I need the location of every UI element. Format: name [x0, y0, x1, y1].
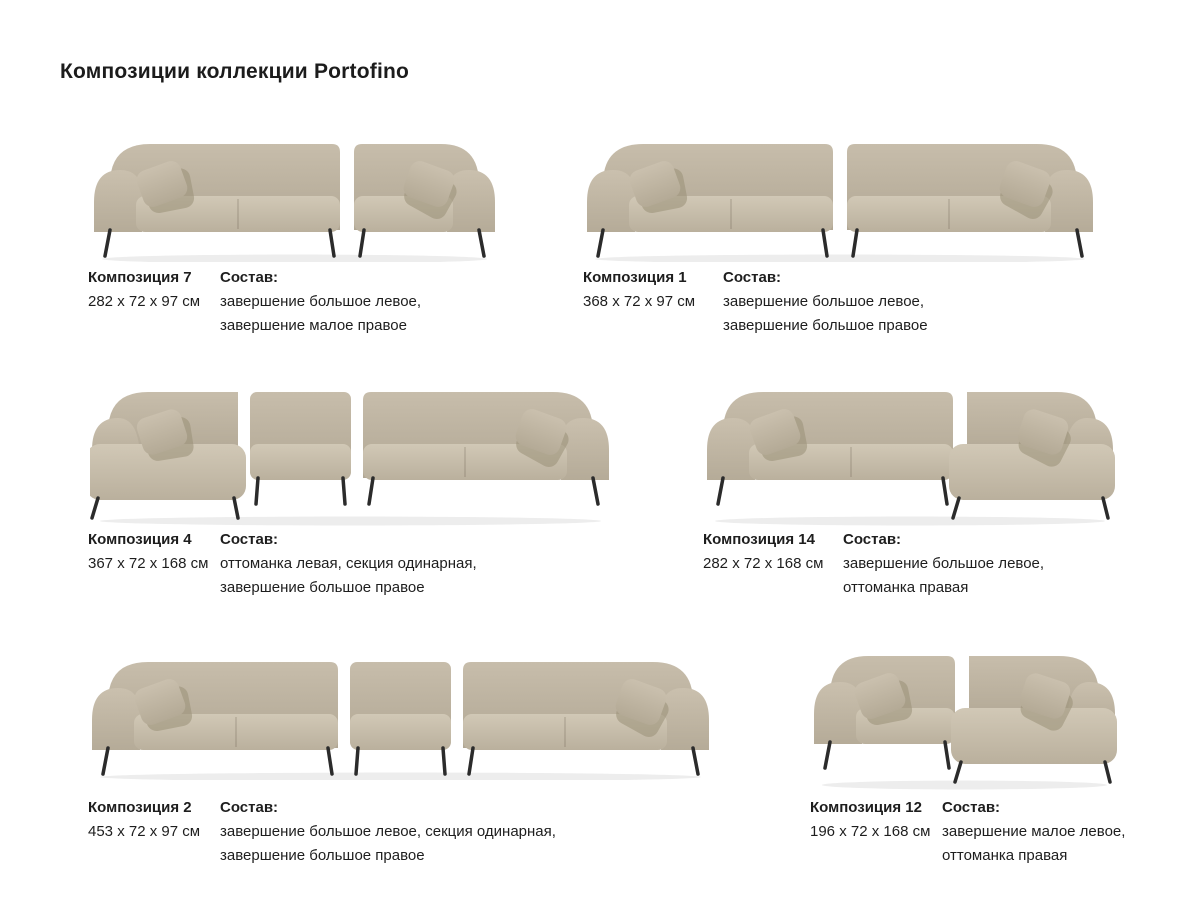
contents-line: завершение большое правое	[220, 579, 425, 596]
composition-info	[703, 528, 843, 576]
contents-label: Состав:	[220, 269, 279, 286]
sofa-image-composition-12	[812, 652, 1117, 795]
contents-line: оттоманка левая, секция одинарная,	[220, 555, 477, 572]
contents-line: завершение большое левое,	[220, 293, 422, 310]
sofa-image-composition-1	[585, 140, 1095, 267]
composition-card-7	[88, 266, 421, 338]
composition-dimensions: 282 x 72 x 97 см	[88, 293, 201, 310]
sofa-image-composition-2	[90, 658, 711, 785]
composition-name: Композиция 7	[88, 269, 192, 286]
sofa-image-composition-7	[92, 140, 497, 267]
contents-label: Состав:	[843, 531, 902, 548]
composition-name: Композиция 14	[703, 531, 815, 548]
composition-card-1	[583, 266, 928, 338]
composition-info	[88, 266, 220, 314]
sofa-image-composition-4	[90, 388, 611, 531]
composition-name: Композиция 12	[810, 799, 922, 816]
composition-dimensions: 368 x 72 x 97 см	[583, 293, 696, 310]
composition-card-14	[703, 528, 1044, 600]
contents-label: Состав:	[220, 799, 279, 816]
composition-name: Композиция 4	[88, 531, 192, 548]
composition-info	[583, 266, 723, 314]
contents-line: завершение большое левое,	[843, 555, 1045, 572]
composition-contents	[942, 796, 1125, 868]
contents-line: оттоманка правая	[843, 579, 969, 596]
composition-dimensions: 196 x 72 x 168 см	[810, 823, 931, 840]
contents-label: Состав:	[942, 799, 1001, 816]
composition-contents	[723, 266, 928, 338]
composition-contents	[843, 528, 1044, 600]
composition-card-4	[88, 528, 477, 600]
contents-line: оттоманка правая	[942, 847, 1068, 864]
composition-contents	[220, 266, 421, 338]
composition-card-12	[810, 796, 1125, 868]
page-title: Композиции коллекции Portofino	[60, 60, 410, 84]
sofa-image-composition-14	[705, 388, 1115, 531]
contents-line: завершение большое левое,	[723, 293, 925, 310]
composition-dimensions: 282 x 72 x 168 см	[703, 555, 824, 572]
composition-card-2	[88, 796, 556, 868]
contents-line: завершение большое правое	[220, 847, 425, 864]
contents-line: завершение большое левое, секция одинарная,	[220, 823, 556, 840]
contents-line: завершение большое правое	[723, 317, 928, 334]
composition-dimensions: 367 x 72 x 168 см	[88, 555, 209, 572]
contents-line: завершение малое правое	[220, 317, 407, 334]
composition-dimensions: 453 x 72 x 97 см	[88, 823, 201, 840]
contents-line: завершение малое левое,	[942, 823, 1126, 840]
composition-name: Композиция 1	[583, 269, 687, 286]
composition-contents	[220, 796, 556, 868]
composition-info	[88, 528, 220, 576]
composition-contents	[220, 528, 477, 600]
contents-label: Состав:	[723, 269, 782, 286]
composition-info	[88, 796, 220, 844]
composition-name: Композиция 2	[88, 799, 192, 816]
composition-info	[810, 796, 942, 844]
contents-label: Состав:	[220, 531, 279, 548]
